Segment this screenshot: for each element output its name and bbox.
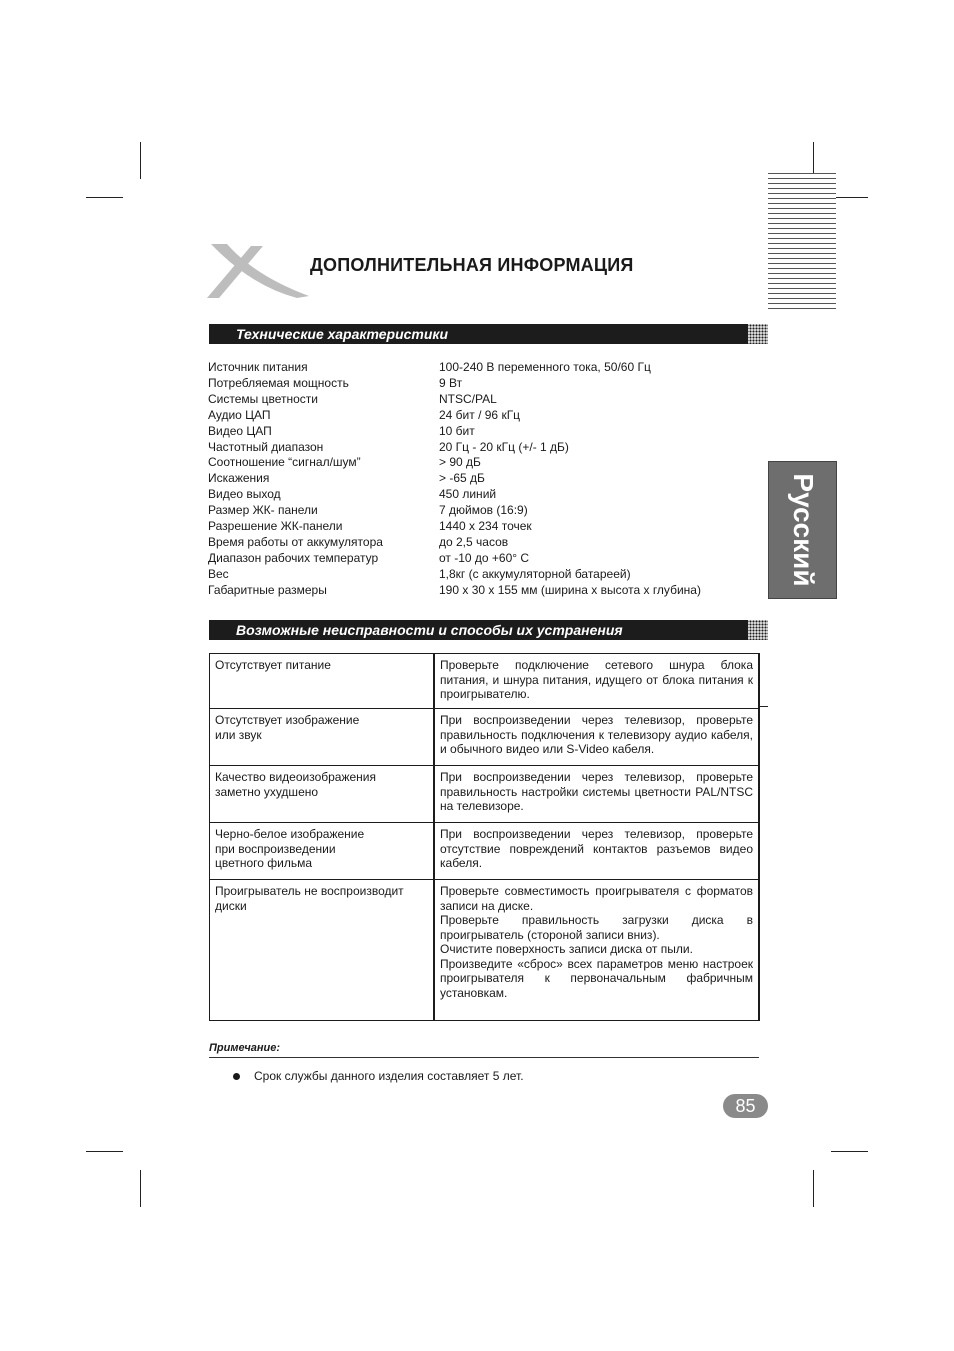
problem-line: или звук — [215, 727, 262, 742]
spec-label: Габаритные размеры — [208, 582, 327, 597]
spec-label: Источник питания — [208, 360, 308, 374]
language-tab — [768, 461, 837, 599]
solution-cell — [434, 709, 759, 766]
problem-cell — [210, 880, 435, 1021]
spec-row — [208, 503, 701, 519]
problem-line: Качество видеоизображения — [215, 770, 376, 784]
table-row — [210, 766, 760, 823]
spec-label: Вес — [208, 566, 229, 581]
solution-cell — [434, 766, 759, 823]
page-title: ДОПОЛНИТЕЛЬНАЯ ИНФОРМАЦИЯ — [310, 255, 634, 275]
spec-label: Время работы от аккумулятора — [208, 534, 383, 549]
spec-value: 20 Гц - 20 кГц (+/- 1 дБ) — [439, 439, 569, 454]
note-text: Срок службы данного изделия составляет 5 лет. — [254, 1069, 524, 1083]
spec-row — [208, 567, 701, 583]
spec-row — [208, 376, 701, 392]
spec-value: 190 x 30 x 155 мм (ширина x высота x глубина) — [439, 582, 701, 597]
spec-row — [208, 487, 701, 503]
specs-banner — [209, 324, 748, 344]
spec-label: Размер ЖК- панели — [208, 503, 318, 518]
spec-label: Системы цветности — [208, 391, 318, 406]
table-row — [210, 709, 760, 766]
solution-text: При воспроизведении через телевизор, проверьте правильность настройки системы цветности PAL/NTSC на телевизоре. — [440, 770, 753, 813]
problem-cell — [210, 766, 435, 823]
crop-mark — [86, 197, 123, 198]
spec-row — [208, 471, 701, 487]
troubleshooting-title: Возможные неисправности и способы их устранения — [236, 622, 623, 638]
page-number: 85 — [723, 1094, 768, 1118]
solution-text: Очистите поверхность записи диска от пыли. — [440, 942, 693, 956]
crop-mark — [831, 197, 868, 198]
spec-row — [208, 551, 701, 567]
solution-text: При воспроизведении через телевизор, проверьте отсутствие повреждений контактов разъемов видео кабеля. — [440, 827, 753, 870]
spec-value: 24 бит / 96 кГц — [439, 407, 521, 422]
spec-value: 1440 x 234 точек — [439, 519, 532, 534]
spec-value: 450 линий — [439, 487, 497, 502]
solution-cell — [434, 880, 759, 1021]
spec-row — [208, 440, 701, 456]
crop-mark — [831, 1151, 868, 1152]
specs-list — [208, 360, 701, 599]
spec-row — [208, 455, 701, 471]
spec-value: до 2,5 часов — [439, 534, 509, 549]
troubleshooting-table — [209, 653, 760, 1021]
solution-cell — [434, 823, 759, 880]
crop-mark — [140, 142, 141, 179]
spec-row — [208, 360, 701, 376]
problem-line: Отсутствует изображение — [215, 713, 360, 727]
spec-label: Искажения — [208, 471, 270, 486]
spec-label: Видео выход — [208, 487, 281, 502]
problem-line: Проигрыватель не воспроизводит — [215, 884, 404, 898]
banner-dots — [746, 620, 768, 640]
spec-label: Разрешение ЖК-панели — [208, 519, 343, 534]
problem-line: заметно ухудшено — [215, 784, 319, 799]
crop-mark — [760, 706, 768, 707]
solution-text: Проверьте правильность загрузки диска в проигрыватель (стороной записи вниз). — [440, 913, 753, 942]
spec-label: Соотношение “сигнал/шум” — [208, 455, 361, 470]
spec-value: от -10 до +60° С — [439, 550, 530, 565]
spec-row — [208, 408, 701, 424]
table-row — [210, 823, 760, 880]
troubleshooting-banner — [209, 620, 748, 640]
problem-line: Отсутствует питание — [215, 658, 331, 672]
language-tab-label: Русский — [787, 473, 819, 587]
table-row — [210, 654, 760, 709]
table-row — [210, 880, 760, 1021]
spec-value: 7 дюймов (16:9) — [439, 503, 528, 518]
problem-line: диски — [215, 898, 247, 913]
solution-text: Проверьте совместимость проигрывателя с форматов записи на диске. — [440, 884, 753, 913]
spec-value: NTSC/PAL — [439, 391, 497, 406]
spec-value: 10 бит — [439, 423, 475, 438]
bullet-icon — [233, 1073, 240, 1080]
crop-mark — [140, 1170, 141, 1207]
spec-label: Аудио ЦАП — [208, 407, 271, 422]
decorative-stripes — [768, 173, 836, 313]
spec-row — [208, 519, 701, 535]
problem-line: цветного фильма — [215, 856, 313, 870]
problem-cell — [210, 654, 435, 709]
spec-label: Потребляемая мощность — [208, 375, 349, 390]
divider — [209, 1057, 759, 1058]
spec-value: > 90 дБ — [439, 455, 481, 470]
spec-row — [208, 392, 701, 408]
problem-cell — [210, 709, 435, 766]
problem-line: при воспроизведении — [215, 841, 336, 856]
spec-value: 9 Вт — [439, 375, 463, 390]
spec-value: 100-240 В переменного тока, 50/60 Гц — [439, 360, 651, 374]
spec-label: Диапазон рабочих температур — [208, 550, 379, 565]
problem-cell — [210, 823, 435, 880]
spec-label: Видео ЦАП — [208, 423, 272, 438]
spec-row — [208, 583, 701, 599]
crop-mark — [813, 1170, 814, 1207]
solution-text: Произведите «сброс» всех параметров меню настроек проигрывателя к первоначальным фабричным установкам. — [440, 956, 753, 1000]
specs-title: Технические характеристики — [236, 326, 449, 342]
problem-line: Черно-белое изображение — [215, 827, 365, 841]
brand-x-logo — [205, 240, 315, 300]
solution-text: При воспроизведении через телевизор, проверьте правильность подключения к телевизору аудио кабеля, и обычного видео или S-Video кабеля. — [440, 713, 753, 756]
spec-value: 1,8кг (с аккумуляторной батареей) — [439, 566, 631, 581]
spec-label: Частотный диапазон — [208, 439, 324, 454]
spec-row — [208, 535, 701, 551]
solution-text: Проверьте подключение сетевого шнура блока питания, и шнура питания, идущего от блока питания к проигрывателю. — [440, 658, 753, 701]
spec-value: > -65 дБ — [439, 471, 485, 486]
banner-dots — [746, 324, 768, 344]
crop-mark — [86, 1151, 123, 1152]
solution-cell — [434, 654, 759, 709]
note-label: Примечание: — [209, 1042, 281, 1054]
spec-row — [208, 424, 701, 440]
